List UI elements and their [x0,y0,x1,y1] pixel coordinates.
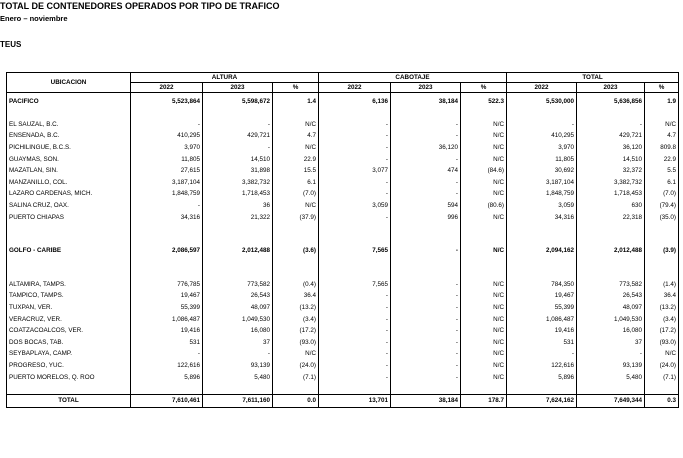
value-cell: 7,610,461 [131,394,203,407]
value-cell: 5,530,000 [507,96,577,108]
value-cell: - [391,360,461,372]
value-cell: 5,598,672 [203,96,273,108]
header-location: UBICACION [7,73,131,93]
value-cell: (84.6) [461,165,507,177]
value-cell: 48,097 [203,302,273,314]
location-cell: PROGRESO, YUC. [7,360,131,372]
location-cell: GOLFO - CARIBE [7,245,131,257]
value-cell: - [391,325,461,337]
value-cell: 773,582 [203,279,273,291]
value-cell: (1.4) [645,279,679,291]
value-cell: - [319,153,391,165]
value-cell: N/C [645,348,679,360]
value-cell: N/C [461,130,507,142]
value-cell: 93,139 [577,360,645,372]
value-cell: - [391,177,461,189]
location-cell: PICHILINGUE, B.C.S. [7,142,131,154]
value-cell: 93,139 [203,360,273,372]
table-row [7,142,679,154]
value-cell: N/C [461,142,507,154]
spacer-row [7,108,679,119]
value-cell: N/C [461,290,507,302]
value-cell: 26,543 [203,290,273,302]
value-cell: 2,012,488 [203,245,273,257]
value-cell: (3.6) [273,245,319,257]
value-cell: 630 [577,200,645,212]
report-title: TOTAL DE CONTENEDORES OPERADOS POR TIPO DE TRAFICO [0,1,280,11]
value-cell: (7.0) [273,188,319,200]
location-cell: PACIFICO [7,96,131,108]
value-cell: N/C [461,153,507,165]
value-cell: 22.9 [273,153,319,165]
value-cell: - [319,302,391,314]
value-cell: 31,898 [203,165,273,177]
value-cell: N/C [461,211,507,223]
value-cell: 996 [391,211,461,223]
header-total: TOTAL [507,73,679,83]
value-cell: - [391,279,461,291]
value-cell: 594 [391,200,461,212]
header-year-2023: 2023 [577,83,645,93]
value-cell: (79.4) [645,200,679,212]
value-cell: (35.0) [645,211,679,223]
value-cell: - [319,290,391,302]
table-row [7,165,679,177]
value-cell: (17.2) [273,325,319,337]
value-cell: 21,322 [203,211,273,223]
header-year-2023: 2023 [203,83,273,93]
value-cell: 38,184 [391,96,461,108]
value-cell: N/C [461,119,507,131]
value-cell: 48,097 [577,302,645,314]
value-cell: 19,416 [507,325,577,337]
value-cell: 5,523,864 [131,96,203,108]
value-cell: - [319,142,391,154]
value-cell: 522.3 [461,96,507,108]
section-row [7,96,679,108]
value-cell: (13.2) [645,302,679,314]
value-cell: 5,896 [507,371,577,383]
table-row [7,211,679,223]
value-cell: 1,086,487 [131,313,203,325]
value-cell: 7,565 [319,279,391,291]
header-cabotaje: CABOTAJE [319,73,507,83]
value-cell: 5,480 [203,371,273,383]
location-cell: SEYBAPLAYA, CAMP. [7,348,131,360]
value-cell: 531 [131,337,203,349]
value-cell: 531 [507,337,577,349]
value-cell: 2,094,162 [507,245,577,257]
location-cell: GUAYMAS, SON. [7,153,131,165]
value-cell: 1,848,759 [507,188,577,200]
value-cell: N/C [461,279,507,291]
table-row [7,348,679,360]
table-row [7,119,679,131]
value-cell: - [391,313,461,325]
header-percent: % [645,83,679,93]
value-cell: - [391,290,461,302]
spacer-row [7,234,679,245]
value-cell: 11,805 [507,153,577,165]
value-cell: 26,543 [577,290,645,302]
value-cell: - [391,119,461,131]
value-cell: N/C [461,302,507,314]
value-cell: N/C [461,337,507,349]
value-cell: 0.0 [273,394,319,407]
value-cell: 1.4 [273,96,319,108]
value-cell: - [391,245,461,257]
value-cell: 2,012,488 [577,245,645,257]
value-cell: - [319,177,391,189]
value-cell: 1,086,487 [507,313,577,325]
value-cell: 5,636,856 [577,96,645,108]
table-row [7,360,679,372]
value-cell: N/C [461,325,507,337]
value-cell: 1,718,453 [577,188,645,200]
value-cell: 19,416 [131,325,203,337]
value-cell: 474 [391,165,461,177]
value-cell: 36.4 [645,290,679,302]
value-cell: 0.3 [645,394,679,407]
table-row [7,200,679,212]
value-cell: 5,480 [577,371,645,383]
value-cell: 14,510 [203,153,273,165]
total-row [7,394,679,407]
value-cell: 773,582 [577,279,645,291]
table-row [7,130,679,142]
value-cell: 1,718,453 [203,188,273,200]
value-cell: 11,805 [131,153,203,165]
containers-table [6,72,679,408]
value-cell: 6,136 [319,96,391,108]
value-cell: 178.7 [461,394,507,407]
value-cell: 7,624,162 [507,394,577,407]
value-cell: (3.4) [645,313,679,325]
value-cell: 7,611,160 [203,394,273,407]
value-cell: N/C [461,371,507,383]
value-cell: (37.9) [273,211,319,223]
value-cell: 22.9 [645,153,679,165]
value-cell: 1,049,530 [577,313,645,325]
value-cell: (24.0) [645,360,679,372]
value-cell: 38,184 [391,394,461,407]
header-percent: % [273,83,319,93]
value-cell: 13,701 [319,394,391,407]
spacer-row [7,268,679,279]
value-cell: (80.6) [461,200,507,212]
value-cell: - [131,348,203,360]
value-cell: 776,785 [131,279,203,291]
value-cell: 784,350 [507,279,577,291]
value-cell: 37 [577,337,645,349]
value-cell: (93.0) [645,337,679,349]
spacer-row [7,383,679,395]
report-period: Enero – noviembre [0,14,68,23]
value-cell: - [577,119,645,131]
value-cell: 36,120 [391,142,461,154]
value-cell: (3.9) [645,245,679,257]
table-row [7,371,679,383]
header-year-2022: 2022 [131,83,203,93]
header-percent: % [461,83,507,93]
value-cell: - [391,130,461,142]
value-cell: 4.7 [645,130,679,142]
value-cell: 32,372 [577,165,645,177]
table-row [7,325,679,337]
value-cell: - [507,119,577,131]
table-row [7,177,679,189]
location-cell: SALINA CRUZ, OAX. [7,200,131,212]
value-cell: 7,565 [319,245,391,257]
value-cell: N/C [273,119,319,131]
header-year-2023: 2023 [391,83,461,93]
value-cell: - [391,371,461,383]
value-cell: N/C [461,177,507,189]
value-cell: 3,187,104 [507,177,577,189]
header-altura: ALTURA [131,73,319,83]
value-cell: - [319,325,391,337]
value-cell: 5,896 [131,371,203,383]
value-cell: 1,848,759 [131,188,203,200]
value-cell: 429,721 [203,130,273,142]
value-cell: 19,467 [507,290,577,302]
value-cell: - [319,188,391,200]
value-cell: N/C [273,142,319,154]
value-cell: 1,049,530 [203,313,273,325]
spacer-row [7,257,679,268]
value-cell: (24.0) [273,360,319,372]
table-row [7,290,679,302]
value-cell: 410,295 [507,130,577,142]
table-row [7,302,679,314]
value-cell: 3,059 [319,200,391,212]
value-cell: 55,399 [131,302,203,314]
value-cell: - [203,348,273,360]
value-cell: (93.0) [273,337,319,349]
value-cell: 34,316 [131,211,203,223]
value-cell: 3,382,732 [203,177,273,189]
value-cell: 16,080 [203,325,273,337]
value-cell: 19,467 [131,290,203,302]
value-cell: - [203,142,273,154]
value-cell: N/C [273,200,319,212]
location-cell: PUERTO CHIAPAS [7,211,131,223]
section-row [7,245,679,257]
location-cell: TUXPAN, VER. [7,302,131,314]
value-cell: - [131,119,203,131]
table-row [7,337,679,349]
value-cell: 3,970 [131,142,203,154]
value-cell: - [203,119,273,131]
value-cell: 22,318 [577,211,645,223]
value-cell: (7.0) [645,188,679,200]
value-cell: - [319,211,391,223]
value-cell: - [391,302,461,314]
value-cell: - [391,153,461,165]
value-cell: 36 [203,200,273,212]
value-cell: 3,059 [507,200,577,212]
value-cell: (0.4) [273,279,319,291]
value-cell: N/C [273,348,319,360]
value-cell: 809.8 [645,142,679,154]
value-cell: N/C [645,119,679,131]
value-cell: N/C [461,360,507,372]
value-cell: 2,086,597 [131,245,203,257]
value-cell: - [319,371,391,383]
value-cell: 30,692 [507,165,577,177]
value-cell: 36.4 [273,290,319,302]
value-cell: 6.1 [273,177,319,189]
table-row [7,188,679,200]
value-cell: - [319,360,391,372]
value-cell: (7.1) [273,371,319,383]
value-cell: 34,316 [507,211,577,223]
value-cell: N/C [461,348,507,360]
header-year-2022: 2022 [507,83,577,93]
value-cell: 122,616 [507,360,577,372]
value-cell: 27,615 [131,165,203,177]
value-cell: 3,077 [319,165,391,177]
value-cell: (3.4) [273,313,319,325]
value-cell: - [391,348,461,360]
location-cell: PUERTO MORELOS, Q. ROO [7,371,131,383]
value-cell: (7.1) [645,371,679,383]
value-cell: - [391,337,461,349]
location-cell: TAMPICO, TAMPS. [7,290,131,302]
value-cell: 122,616 [131,360,203,372]
value-cell: - [319,313,391,325]
location-cell: TOTAL [7,394,131,407]
value-cell: 429,721 [577,130,645,142]
value-cell: 3,970 [507,142,577,154]
value-cell: 1.9 [645,96,679,108]
table-body [7,93,679,408]
location-cell: DOS BOCAS, TAB. [7,337,131,349]
value-cell: (13.2) [273,302,319,314]
value-cell: - [319,119,391,131]
value-cell: - [319,130,391,142]
location-cell: EL SAUZAL, B.C. [7,119,131,131]
value-cell: - [391,188,461,200]
value-cell: 55,399 [507,302,577,314]
value-cell: - [319,348,391,360]
value-cell: 14,510 [577,153,645,165]
value-cell: 5.5 [645,165,679,177]
value-cell: - [577,348,645,360]
value-cell: 6.1 [645,177,679,189]
report-unit: TEUS [0,40,22,49]
spacer-row [7,223,679,234]
location-cell: LAZARO CARDENAS, MICH. [7,188,131,200]
location-cell: MANZANILLO, COL. [7,177,131,189]
location-cell: ALTAMIRA, TAMPS. [7,279,131,291]
table-row [7,153,679,165]
value-cell: 3,382,732 [577,177,645,189]
location-cell: COATZACOALCOS, VER. [7,325,131,337]
value-cell: 3,187,104 [131,177,203,189]
value-cell: - [507,348,577,360]
value-cell: - [319,337,391,349]
table-row [7,279,679,291]
value-cell: 4.7 [273,130,319,142]
value-cell: 15.5 [273,165,319,177]
location-cell: VERACRUZ, VER. [7,313,131,325]
value-cell: 37 [203,337,273,349]
value-cell: N/C [461,245,507,257]
value-cell: (17.2) [645,325,679,337]
value-cell: - [131,200,203,212]
table-row [7,313,679,325]
value-cell: N/C [461,188,507,200]
location-cell: ENSENADA, B.C. [7,130,131,142]
value-cell: 16,080 [577,325,645,337]
value-cell: N/C [461,313,507,325]
location-cell: MAZATLAN, SIN. [7,165,131,177]
value-cell: 36,120 [577,142,645,154]
value-cell: 7,649,344 [577,394,645,407]
value-cell: 410,295 [131,130,203,142]
header-year-2022: 2022 [319,83,391,93]
